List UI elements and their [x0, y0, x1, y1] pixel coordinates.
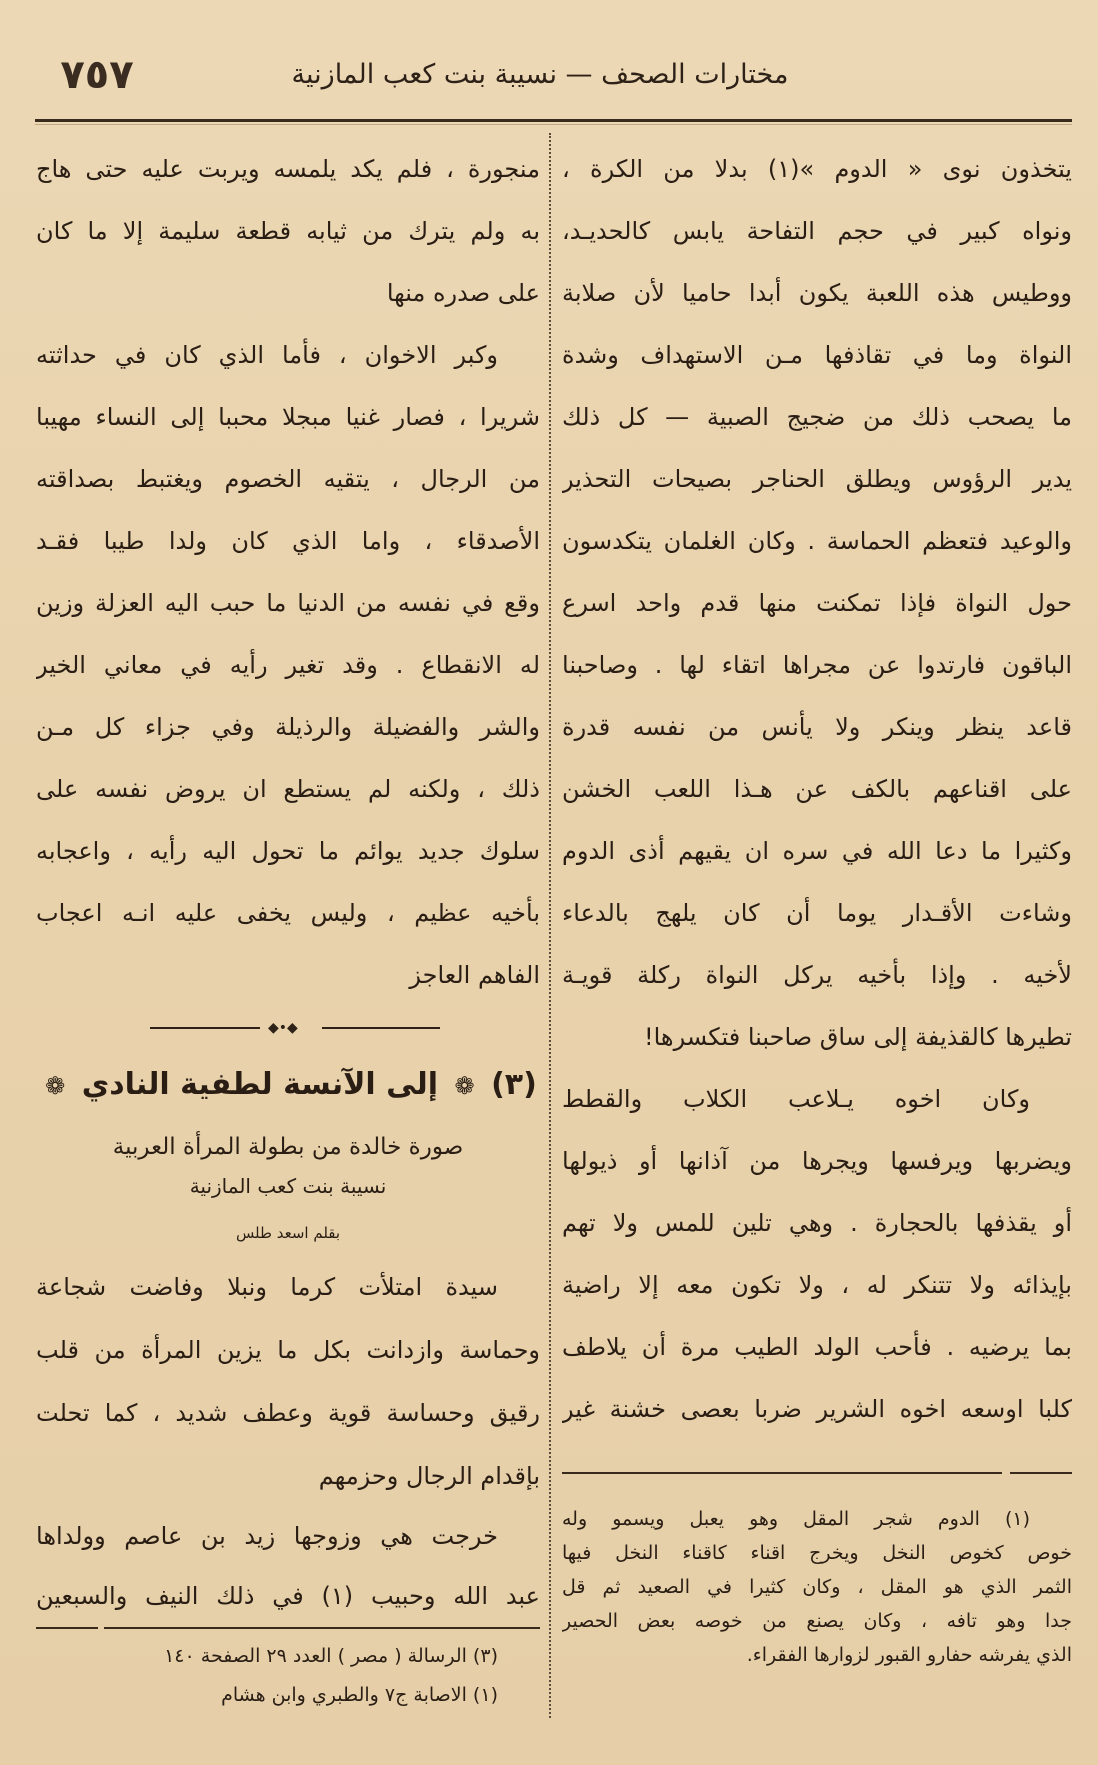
text-line: كلبا اوسعه اخوه الشرير ضربا بعصى خشنة غير	[562, 1395, 1072, 1423]
text-line: عبد الله وحبيب (١) في ذلك النيف والسبعين	[36, 1582, 540, 1610]
text-line: بأخيه عظيم ، وليس يخفى عليه انـه اعجاب	[36, 899, 540, 927]
text-line: الباقون فارتدوا عن مجراها اتقاء لها . وصاحبنا	[562, 651, 1072, 679]
footnote-line: الذي يفرشه حفارو القبور لزوارها الفقراء.	[746, 1644, 1072, 1666]
divider-bar	[322, 1027, 440, 1029]
text-line: منجورة ، فلم يكد يلمسه ويربت عليه حتى هاج	[36, 155, 540, 183]
footnote-line: (١) الدوم شجر المقل وهو يعبل ويسمو وله	[562, 1508, 1030, 1530]
text-line: على صدره منها	[386, 279, 540, 307]
text-line: قاعد ينظر وينكر ولا يأنس من نفسه قدرة	[562, 713, 1072, 741]
text-line: يتخذون نوى « الدوم »(١) بدلا من الكرة ،	[562, 155, 1072, 183]
text-line: وكبر الاخوان ، فأما الذي كان في حداثته	[36, 341, 498, 369]
text-line: به ولم يترك من ثيابه قطعة سليمة إلا ما كان	[36, 217, 540, 245]
text-line: أو يقذفها بالحجارة . وهي تلين للمس ولا تهم	[562, 1209, 1072, 1237]
footnote-rule	[562, 1472, 1002, 1474]
footnote-rule	[1010, 1472, 1072, 1474]
text-line: والوعيد فتعظم الحماسة . وكان الغلمان يتكدسون	[562, 527, 1072, 555]
text-line: ذلك ، ولكنه لم يستطع ان يروض نفسه على	[36, 775, 540, 803]
article-title: إلى الآنسة لطفية النادي	[81, 1067, 439, 1102]
text-line: بإيذائه ولا تتنكر له ، ولا تكون معه إلا راضية	[562, 1271, 1072, 1299]
article-number: (٣)	[491, 1067, 537, 1102]
footnote-rule	[104, 1627, 540, 1629]
footnote-rule	[36, 1627, 98, 1629]
text-line: وشاءت الأقـدار يوما أن كان يلهج بالدعاء	[562, 899, 1072, 927]
running-title: مختارات الصحف — نسيبة بنت كعب المازنية	[291, 59, 789, 90]
footnote-line: خوص كخوص النخل ويخرج اقناء كاقناء النخل فيها	[562, 1542, 1072, 1564]
text-line: من الرجال ، يتقيه الخصوم ويغتبط بصداقته	[36, 465, 540, 493]
footnote-line: جدا وهو تافه ، وكان يصنع من خوصه بعض الحصير	[562, 1610, 1072, 1632]
text-line: النواة وما في تقاذفها مـن الاستهداف وشدة	[562, 341, 1072, 369]
text-line: ووطيس هذه اللعبة يكون أبدا حاميا لأن صلابة	[562, 279, 1072, 307]
text-line: على اقناعهم بالكف عن هـذا اللعب الخشن	[562, 775, 1072, 803]
text-line: شريرا ، فصار غنيا مبجلا محببا إلى النساء مهيبا	[36, 403, 540, 431]
text-line: الأصدقاء ، واما الذي كان ولدا طيبا فقـد	[36, 527, 540, 555]
text-line: بإقدام الرجال وحزمهم	[318, 1462, 540, 1490]
text-line: لأخيه . وإذا بأخيه يركل النواة ركلة قويـة	[562, 961, 1072, 989]
floral-bracket-icon: ❁	[45, 1072, 66, 1100]
page-number: ٧٥٧	[60, 52, 134, 98]
text-line: رقيق وحساسة قوية وعطف شديد ، كما تحلت	[36, 1399, 540, 1427]
text-line: خرجت هي وزوجها زيد بن عاصم وولداها	[36, 1522, 498, 1550]
article-heading	[36, 1058, 540, 1112]
footnote-line: (٣) الرسالة ( مصر ) العدد ٢٩ الصفحة ١٤٠	[164, 1645, 498, 1667]
ornamental-divider	[150, 1020, 440, 1036]
text-line: سلوك جديد يوائم ما تحول اليه رأيه ، واعجابه	[36, 837, 540, 865]
divider-bar	[150, 1027, 260, 1029]
column-divider	[549, 133, 551, 1718]
text-line: ونواه كبير في حجم التفاحة يابس كالحديـد،	[562, 217, 1072, 245]
footnote-line: الثمر الذي هو المقل ، وكان كثيرا في الصعيد ثم قل	[562, 1576, 1072, 1598]
text-line: بما يرضيه . فأحب الولد الطيب مرة أن يلاطف	[562, 1333, 1072, 1361]
text-line: حول النواة فإذا تمكنت منها قدم واحد اسرع	[562, 589, 1072, 617]
text-line: ما يصحب ذلك من ضجيج الصبية — كل ذلك	[562, 403, 1072, 431]
text-line: وقع في نفسه من الدنيا ما حبب اليه العزلة وزين	[36, 589, 540, 617]
text-line: له الانقطاع . وقد تغير رأيه في معاني الخير	[36, 651, 540, 679]
text-line: والشر والفضيلة والرذيلة وفي جزاء كل مـن	[36, 713, 540, 741]
text-line: تطيرها كالقذيفة إلى ساق صاحبنا فتكسرها!	[643, 1023, 1072, 1051]
floral-bracket-icon: ❁	[454, 1072, 475, 1100]
article-byline: بقلم اسعد طلس	[235, 1224, 341, 1242]
article-subject: نسيبة بنت كعب المازنية	[189, 1174, 387, 1198]
text-line: وكان اخوه يـلاعب الكلاب والقطط	[562, 1085, 1030, 1113]
header-rule	[35, 119, 1072, 122]
article-subtitle: صورة خالدة من بطولة المرأة العربية	[112, 1134, 464, 1160]
text-line: سيدة امتلأت كرما ونبلا وفاضت شجاعة	[36, 1273, 498, 1301]
text-line: وحماسة وازدانت بكل ما يزين المرأة من قلب	[36, 1336, 540, 1364]
text-line: وكثيرا ما دعا الله في سره ان يقيهم أذى الدوم	[562, 837, 1072, 865]
diamond-ornament-icon: ◆•◆	[268, 1020, 298, 1036]
text-line: يدير الرؤوس ويطلق الحناجر بصيحات التحذير	[562, 465, 1072, 493]
text-line: ويضربها ويرفسها ويجرها من آذانها أو ذيولها	[562, 1147, 1072, 1175]
footnote-line: (١) الاصابة ج٧ والطبري وابن هشام	[221, 1684, 498, 1706]
header-rule-thin	[35, 124, 1072, 125]
text-line: الفاهم العاجز	[409, 961, 540, 989]
